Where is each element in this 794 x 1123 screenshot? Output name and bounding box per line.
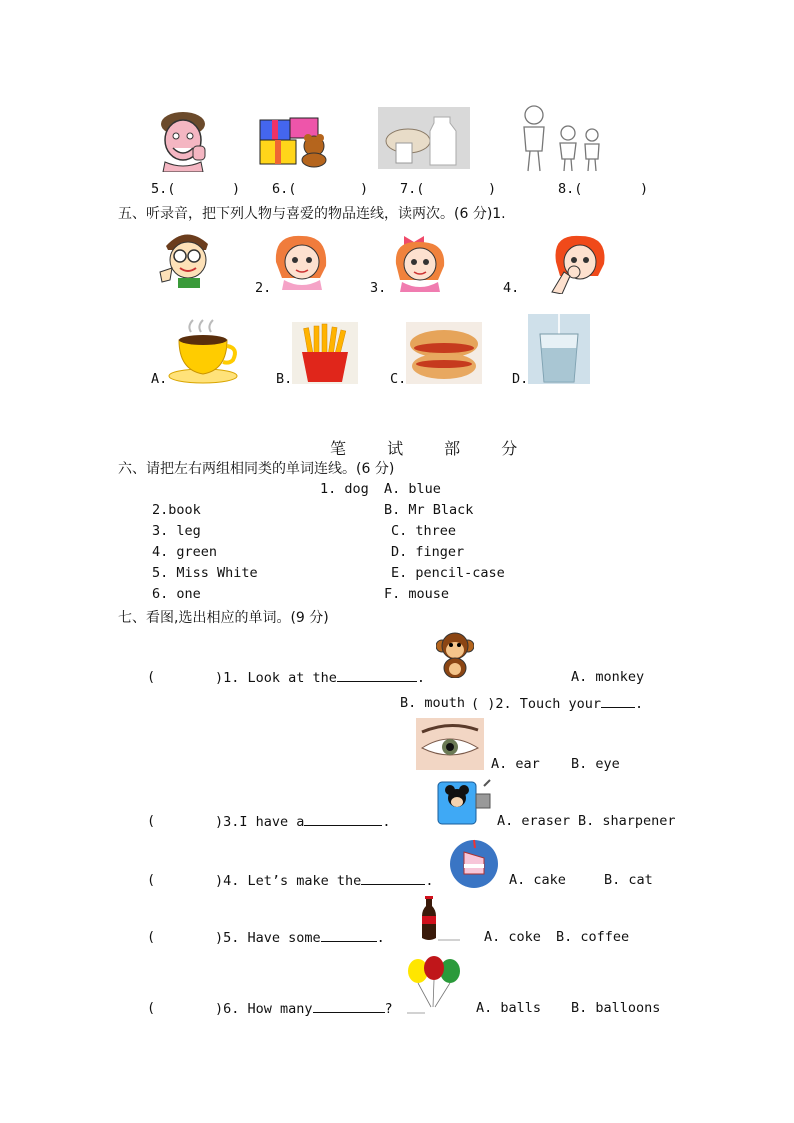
q4-text bbox=[215, 872, 433, 889]
left-word-6: 6. one bbox=[152, 586, 201, 602]
q3-prompt: )3.I have a bbox=[215, 814, 305, 830]
q1-option-a: A. monkey bbox=[571, 669, 645, 685]
q5-option-a: A. coke bbox=[484, 929, 541, 945]
boy-glasses-icon bbox=[158, 228, 214, 288]
left-word-2: 2.book bbox=[152, 502, 201, 518]
q2-option-a: A. ear bbox=[491, 756, 540, 772]
person-label-2: 2. bbox=[255, 280, 272, 296]
right-word-e: E. pencil-case bbox=[391, 565, 505, 581]
q1-text bbox=[215, 669, 425, 686]
q5-paren-open: ( bbox=[147, 929, 156, 945]
q3-option-b: B. sharpener bbox=[578, 813, 676, 829]
q6-text bbox=[215, 1000, 393, 1017]
q6-option-a: A. balls bbox=[476, 1000, 542, 1016]
q3-text bbox=[215, 813, 391, 830]
q2-prompt: ( )2. Touch your bbox=[471, 696, 602, 712]
girl-thinking-icon bbox=[546, 232, 610, 294]
q5-text bbox=[215, 929, 385, 946]
hotdog-icon bbox=[406, 322, 482, 384]
q3-paren-open: ( bbox=[147, 813, 156, 829]
person-label-3: 3. bbox=[370, 280, 387, 296]
balloons-icon bbox=[405, 955, 465, 1015]
family-icon bbox=[518, 103, 608, 173]
blank-8-open: 8.( bbox=[558, 181, 583, 197]
bread-milk-icon bbox=[378, 107, 470, 169]
blank-7-close: ) bbox=[488, 181, 497, 197]
eye-icon bbox=[416, 718, 484, 770]
q6-answer-blank[interactable] bbox=[313, 1000, 385, 1013]
q4-answer-blank[interactable] bbox=[361, 872, 425, 885]
blank-8-close: ) bbox=[640, 181, 649, 197]
section-7-title: 七、看图,选出相应的单词。(9 分) bbox=[118, 610, 329, 626]
section-5-title: 五、听录音，把下列人物与喜爱的物品连线，读两次。(6 分)1. bbox=[118, 206, 506, 222]
q2-text bbox=[471, 695, 643, 712]
q4-paren-open: ( bbox=[147, 872, 156, 888]
q2-answer-blank[interactable] bbox=[601, 695, 635, 708]
blank-6-open: 6.( bbox=[272, 181, 297, 197]
q3-option-a: A. eraser bbox=[497, 813, 571, 829]
person-label-4: 4. bbox=[503, 280, 520, 296]
boy-face-icon bbox=[155, 110, 211, 172]
written-section-heading: 笔 试 部 分 bbox=[330, 439, 536, 458]
q3-answer-blank[interactable] bbox=[304, 813, 382, 826]
right-word-f: F. mouse bbox=[384, 586, 450, 602]
q1-end: . bbox=[416, 670, 426, 686]
left-word-3: 3. leg bbox=[152, 523, 201, 539]
q5-end: . bbox=[376, 930, 385, 946]
q1-prompt: )1. Look at the bbox=[215, 670, 337, 686]
right-word-b: B. Mr Black bbox=[384, 502, 474, 518]
left-word-4: 4. green bbox=[152, 544, 218, 560]
girl-icon bbox=[270, 232, 330, 290]
water-glass-icon bbox=[528, 314, 590, 384]
sharpener-icon bbox=[434, 776, 494, 830]
item-label-a: A. bbox=[151, 371, 168, 387]
section-6-title: 六、请把左右两组相同类的单词连线。(6 分) bbox=[118, 461, 395, 477]
item-label-c: C. bbox=[390, 371, 407, 387]
right-word-c: C. three bbox=[391, 523, 457, 539]
right-word-d: D. finger bbox=[391, 544, 465, 560]
q1-answer-blank[interactable] bbox=[337, 669, 417, 682]
q5-option-b: B. coffee bbox=[556, 929, 630, 945]
q4-option-b: B. cat bbox=[604, 872, 653, 888]
gift-boxes-icon bbox=[256, 112, 330, 168]
q6-prompt: )6. How many bbox=[215, 1001, 313, 1017]
coke-bottle-icon bbox=[418, 896, 462, 942]
q4-prompt: )4. Let’s make the bbox=[215, 873, 362, 889]
q5-answer-blank[interactable] bbox=[321, 929, 377, 942]
blank-7-open: 7.( bbox=[400, 181, 425, 197]
girl-bow-icon bbox=[388, 232, 452, 292]
blank-5-open: 5.( bbox=[151, 181, 176, 197]
item-label-b: B. bbox=[276, 371, 293, 387]
q2-option-b: B. eye bbox=[571, 756, 620, 772]
coffee-cup-icon bbox=[167, 318, 239, 384]
cake-icon bbox=[446, 836, 502, 888]
item-label-d: D. bbox=[512, 371, 529, 387]
left-word-1: 1. dog bbox=[320, 481, 369, 497]
q4-option-a: A. cake bbox=[509, 872, 566, 888]
q2-end: . bbox=[635, 696, 644, 712]
right-word-a: A. blue bbox=[384, 481, 441, 497]
q3-end: . bbox=[382, 814, 391, 830]
blank-6-close: ) bbox=[360, 181, 369, 197]
q6-option-b: B. balloons bbox=[571, 1000, 661, 1016]
q6-paren-open: ( bbox=[147, 1000, 156, 1016]
q6-end: ? bbox=[384, 1001, 393, 1017]
fries-icon bbox=[292, 322, 358, 384]
monkey-icon bbox=[436, 630, 474, 678]
q1-paren-open: ( bbox=[147, 669, 156, 685]
q4-end: . bbox=[425, 873, 434, 889]
left-word-5: 5. Miss White bbox=[152, 565, 258, 581]
q1-option-b: B. mouth bbox=[400, 695, 466, 711]
q5-prompt: )5. Have some bbox=[215, 930, 321, 946]
blank-5-close: ) bbox=[232, 181, 241, 197]
